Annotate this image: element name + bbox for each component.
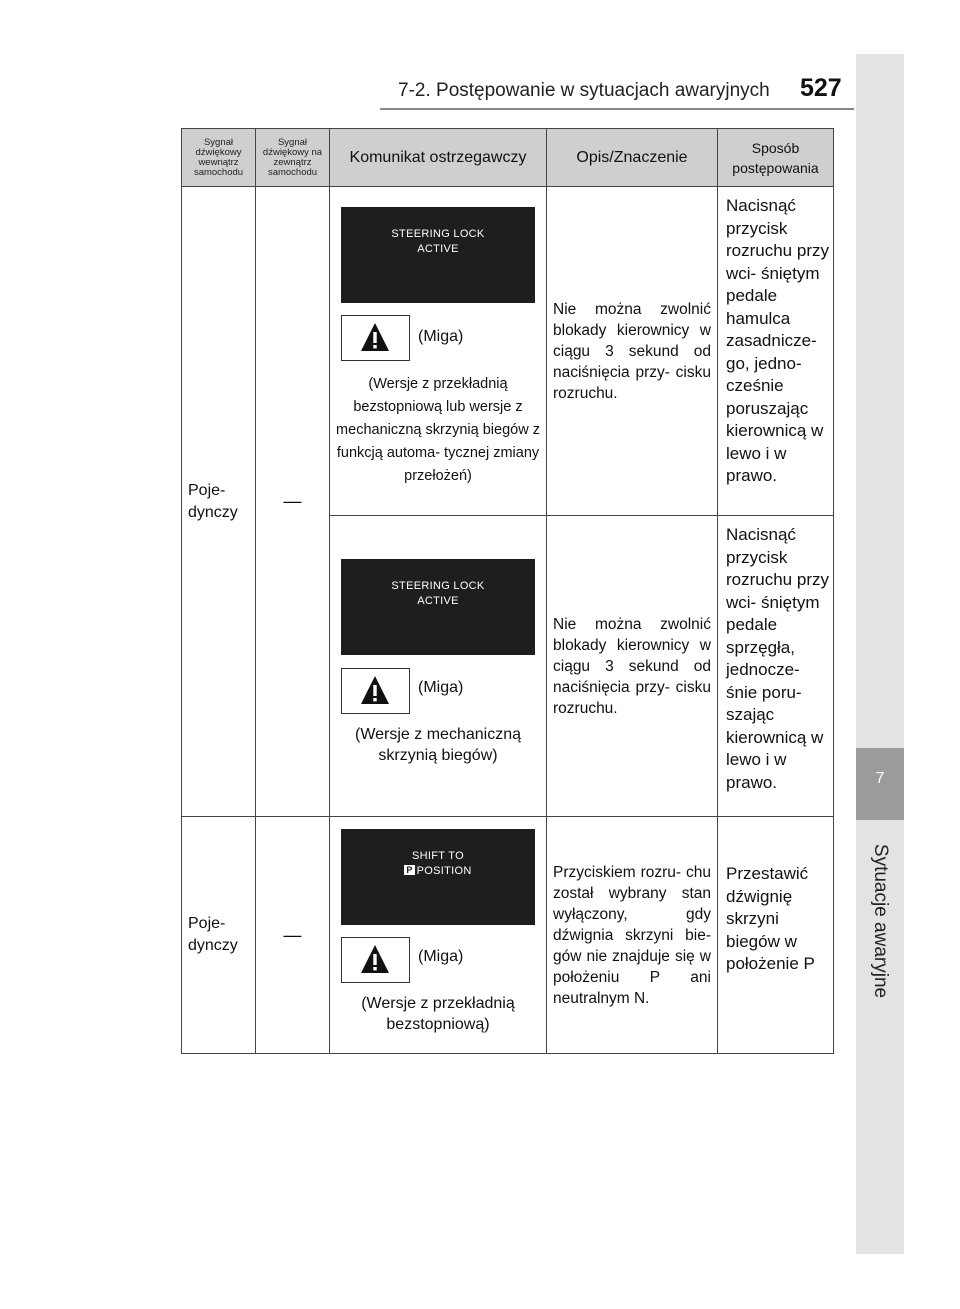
outside-signal-text: — <box>283 924 302 945</box>
table-row <box>182 817 834 1054</box>
action-cell <box>718 817 834 1054</box>
table-header-row <box>182 129 834 187</box>
blink-label: (Miga) <box>418 328 464 345</box>
page-number: 527 <box>800 74 842 102</box>
outside-signal-cell <box>256 817 330 1054</box>
description-text: Nie można zwolnić blokady kierownicy w ciągu 3 sekund od naciśnięcia przy- cisku rozruchu. <box>553 615 711 717</box>
col-description <box>547 129 718 187</box>
warning-message-cell <box>330 516 547 817</box>
warning-message-cell <box>330 817 547 1054</box>
action-text: Przestawić dźwignię skrzyni biegów w położenie P <box>726 864 815 973</box>
chapter-number: 7 <box>875 770 885 787</box>
version-note: (Wersje z przekładnią bezstopniową lub wersje z mechaniczną skrzynią biegów z funkcją automa- tycznej zmiany przełożeń) <box>336 376 540 484</box>
outside-signal-text: — <box>283 491 302 511</box>
warning-table <box>181 128 834 1054</box>
display-text: STEERING LOCK ACTIVE <box>391 228 485 255</box>
warning-triangle-icon <box>341 315 410 361</box>
description-cell <box>547 817 718 1054</box>
description-cell <box>547 516 718 817</box>
col-outside-signal-label: Sygnał dźwiękowy na zewnątrz samochodu <box>262 136 323 178</box>
display-screen <box>341 207 535 303</box>
action-text: Nacisnąć przycisk rozruchu przy wci- śniętym pedale hamulca zasadnicze- go, jedno- cześnie poruszając kierownicą w lewo i w prawo. <box>726 196 829 485</box>
version-note: (Wersje z przekładnią bezstopniową) <box>361 995 515 1033</box>
display-screen <box>341 829 535 925</box>
warning-triangle-icon <box>341 937 410 983</box>
display-text: STEERING LOCK ACTIVE <box>391 580 485 607</box>
header-rule <box>380 108 854 110</box>
col-warning-message-label: Komunikat ostrzegawczy <box>349 148 527 166</box>
blink-label: (Miga) <box>418 948 464 965</box>
park-position-icon: P <box>406 865 413 875</box>
col-inside-signal <box>182 129 256 187</box>
side-tab <box>856 54 904 1254</box>
col-inside-signal-label: Sygnał dźwiękowy wewnątrz samochodu <box>193 136 244 178</box>
section-title: 7-2. Postępowanie w sytuacjach awaryjnych <box>398 80 770 101</box>
display-screen <box>341 559 535 655</box>
inside-signal-text: Poje- dynczy <box>188 915 238 954</box>
action-cell <box>718 187 834 516</box>
table-row <box>182 187 834 516</box>
warning-triangle-icon <box>341 668 410 714</box>
action-cell <box>718 516 834 817</box>
description-text: Nie można zwolnić blokady kierownicy w ciągu 3 sekund od naciśnięcia przy- cisku rozruchu. <box>553 300 711 402</box>
display-text: POSITION <box>416 865 472 877</box>
outside-signal-cell <box>256 187 330 817</box>
col-outside-signal <box>256 129 330 187</box>
inside-signal-cell <box>182 187 256 817</box>
blink-label: (Miga) <box>418 679 464 696</box>
col-description-label: Opis/Znaczenie <box>576 148 688 166</box>
inside-signal-cell <box>182 817 256 1054</box>
warning-message-cell <box>330 187 547 516</box>
action-text: Nacisnąć przycisk rozruchu przy wci- śniętym pedale sprzęgła, jednocze- śnie poru- szając kierownicą w lewo i w prawo. <box>726 525 829 792</box>
col-warning-message <box>330 129 547 187</box>
inside-signal-text: Poje- dynczy <box>188 481 238 521</box>
col-action <box>718 129 834 187</box>
chapter-title: Sytuacje awaryjne <box>870 843 891 999</box>
display-text: SHIFT TO <box>412 850 464 862</box>
description-text: Przyciskiem rozru- chu został wybrany stan wyłączony, gdy dźwignia skrzyni bie- gów nie znajduje się w położeniu P ani neutralnym N. <box>553 863 711 1007</box>
version-note: (Wersje z mechaniczną skrzynią biegów) <box>355 726 521 764</box>
col-action-label: Sposób postępowania <box>732 139 819 176</box>
description-cell <box>547 187 718 516</box>
